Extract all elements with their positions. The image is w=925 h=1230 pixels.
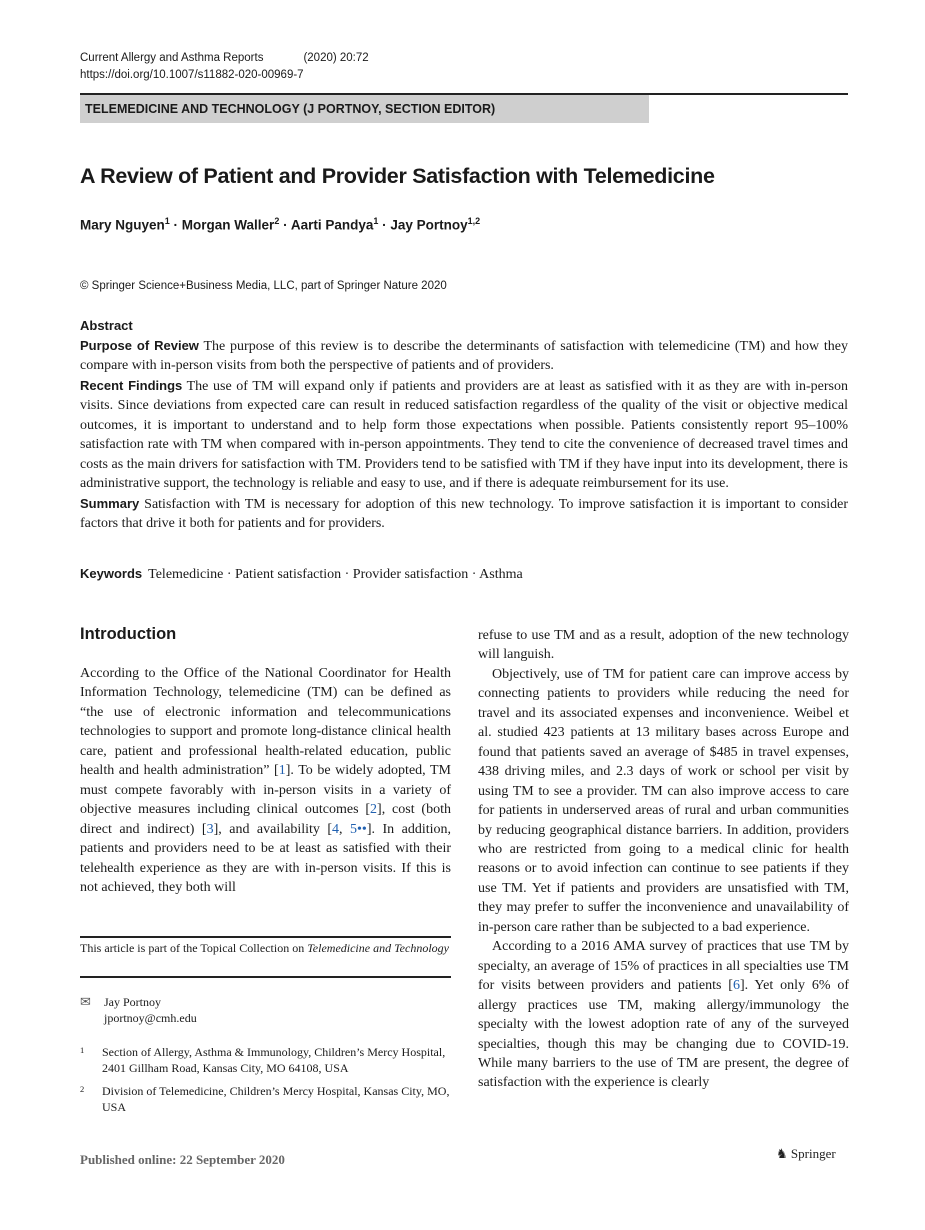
abstract bbox=[80, 316, 848, 534]
author-affiliation: 1 bbox=[164, 216, 170, 226]
affiliation bbox=[80, 1044, 451, 1076]
keywords-heading: Keywords bbox=[80, 566, 143, 581]
email-link[interactable]: jportnoy@cmh.edu bbox=[104, 1011, 197, 1025]
right-column bbox=[478, 626, 849, 1093]
paragraph-text: ]. To be widely adopted, TM must compete favorably with in-person visits in a variety of objective measures including clinical outcomes [ bbox=[80, 763, 451, 818]
purpose-text: The purpose of this review is to describe the determinants of satisfaction with telemedicine (TM) and how they compare with in-person visits from both the perspective of patients and of providers. bbox=[80, 338, 849, 373]
author-separator: · bbox=[169, 217, 182, 233]
author[interactable]: Aarti Pandya bbox=[290, 217, 374, 233]
citation-link[interactable]: 5•• bbox=[350, 821, 367, 837]
author-affiliation: 1 bbox=[373, 216, 379, 226]
topical-collection-note bbox=[80, 940, 451, 956]
left-column bbox=[80, 664, 451, 897]
abstract-heading: Abstract bbox=[80, 318, 133, 333]
body-paragraph bbox=[80, 664, 451, 897]
footnote-rule bbox=[80, 936, 451, 938]
citation-link[interactable]: 6 bbox=[732, 978, 740, 994]
journal-header bbox=[80, 50, 369, 84]
envelope-icon: ✉ bbox=[80, 994, 91, 1009]
author-affiliation: 2 bbox=[274, 216, 280, 226]
citation-link[interactable]: 4 bbox=[332, 821, 340, 837]
author-affiliation: 1,2 bbox=[467, 216, 481, 226]
section-banner bbox=[80, 95, 649, 123]
introduction-heading: Introduction bbox=[80, 625, 177, 643]
journal-name: Current Allergy and Asthma Reports bbox=[80, 52, 264, 64]
paragraph-text: ], and availability [ bbox=[213, 821, 333, 837]
section-label: TELEMEDICINE AND TECHNOLOGY (J PORTNOY, SECTION EDITOR) bbox=[85, 102, 496, 116]
affiliation-number: 1 bbox=[80, 1045, 85, 1055]
publisher-logo bbox=[776, 1146, 836, 1162]
corresponding-name: Jay Portnoy bbox=[104, 995, 161, 1009]
doi-link[interactable]: https://doi.org/10.1007/s11882-020-00969-7 bbox=[80, 69, 304, 81]
author-separator: · bbox=[378, 217, 391, 233]
keywords-text: Telemedicine · Patient satisfaction · Provider satisfaction · Asthma bbox=[148, 567, 523, 582]
author[interactable]: Mary Nguyen bbox=[80, 217, 165, 233]
keywords bbox=[80, 566, 523, 583]
corresponding-author bbox=[80, 994, 197, 1026]
springer-horse-icon: ♞ bbox=[776, 1146, 788, 1161]
paragraph-text: ]. In addition, patients and providers need to be at least as satisfied with their telehealth experience as they are with in-person visits. If this is not achieved, they both will bbox=[80, 821, 451, 895]
footnote-rule bbox=[80, 976, 451, 978]
paragraph-text: , bbox=[339, 821, 351, 837]
author-separator: · bbox=[279, 217, 291, 233]
summary-text: Satisfaction with TM is necessary for adoption of this new technology. To improve satisfaction it is important to consider factors that drive it both for patients and for providers. bbox=[80, 496, 849, 531]
author[interactable]: Jay Portnoy bbox=[390, 217, 468, 233]
topical-prefix: This article is part of the Topical Collection on bbox=[80, 941, 308, 955]
publisher-name: Springer bbox=[790, 1146, 836, 1161]
findings-heading: Recent Findings bbox=[80, 377, 183, 393]
citation-link[interactable]: 1 bbox=[278, 763, 286, 779]
purpose-heading: Purpose of Review bbox=[80, 337, 199, 353]
journal-volume: (2020) 20:72 bbox=[303, 52, 369, 64]
citation-link[interactable]: 3 bbox=[206, 821, 214, 837]
affiliation bbox=[80, 1083, 451, 1115]
affiliation-number: 2 bbox=[80, 1084, 85, 1094]
paragraph-text: According to a 2016 AMA survey of practices that use TM by specialty, an average of 15% of practices in all specialties use TM for visits between providers and patients [ bbox=[478, 939, 849, 994]
author-list bbox=[80, 216, 480, 233]
author[interactable]: Morgan Waller bbox=[181, 217, 275, 233]
findings-text: The use of TM will expand only if patients and providers are at least as satisfied with it as they are with in-person visits. Since deviations from expected care can result in reduced satisfaction regardless of the quality of the visit or objective medical outcomes, it is important to understand and to help form those expectations when possible. Patients consistently report 95–100% satisfaction rate with TM when compared with in-person appointments. They tend to cite the convenience of decreased travel times and costs as the main drivers for satisfaction with TM. Providers tend to be satisfied with TM if they have input into its development, there is administrative support, the technology is reliable and easy to use, and if there is adequate reimbursement for its use. bbox=[80, 378, 848, 491]
paragraph-text: refuse to use TM and as a result, adoption of the new technology will languish. bbox=[478, 628, 849, 663]
affiliation-text: Section of Allergy, Asthma & Immunology, Children’s Mercy Hospital, 2401 Gillham Road, Kansas City, MO 64108, USA bbox=[102, 1045, 446, 1075]
paragraph-text: According to the Office of the National Coordinator for Health Information Technology, telemedicine (TM) can be defined as “the use of electronic information and telecommunications technologies to support and promote long-distance clinical health care, patient and professional health-related education, public health and health administration” [ bbox=[80, 666, 451, 779]
paragraph-text: Objectively, use of TM for patient care can improve access by connecting patients to providers while reducing the need for travel and its associated expenses and inconvenience. Weibel et al. studied 423 patients at 13 military bases across Europe and found that patients saved an average of $485 in travel expenses, 438 driving miles, and 2.3 days of work or school per visit by using TM to see a provider. TM can also improve access to care for patients in underserved areas of rural and urban communities by reducing geographical distance barriers. In addition, providers who are restricted from going to a medical clinic for health reasons or to avoid infection can continue to see patients if they use TM. Yet if patients and providers are unsatisfied with TM, they may prefer to suffer the inconvenience and unavailability of in-person care rather than be subjected to a bad experience. bbox=[478, 666, 849, 935]
paragraph-text: ], cost (both direct and indirect) [ bbox=[80, 802, 451, 837]
summary-heading: Summary bbox=[80, 495, 140, 511]
body-paragraph bbox=[478, 937, 849, 1093]
body-paragraph bbox=[478, 626, 849, 665]
paragraph-text: ]. Yet only 6% of allergy practices use TM, making allergy/immunology the specialty with the lowest adoption rate of any of the surveyed specialties, though this may be changing due to COVID-19. While many barriers to the use of TM are present, the degree of satisfaction with the experience is clearly bbox=[478, 978, 850, 1091]
topical-collection-name: Telemedicine and Technology bbox=[307, 941, 449, 955]
affiliation-text: Division of Telemedicine, Children’s Mercy Hospital, Kansas City, MO, USA bbox=[102, 1084, 450, 1114]
paper-title: A Review of Patient and Provider Satisfaction with Telemedicine bbox=[80, 164, 715, 188]
citation-link[interactable]: 2 bbox=[370, 802, 378, 818]
copyright-notice: © Springer Science+Business Media, LLC, part of Springer Nature 2020 bbox=[80, 280, 447, 292]
published-date: Published online: 22 September 2020 bbox=[80, 1152, 285, 1167]
body-paragraph bbox=[478, 665, 849, 937]
